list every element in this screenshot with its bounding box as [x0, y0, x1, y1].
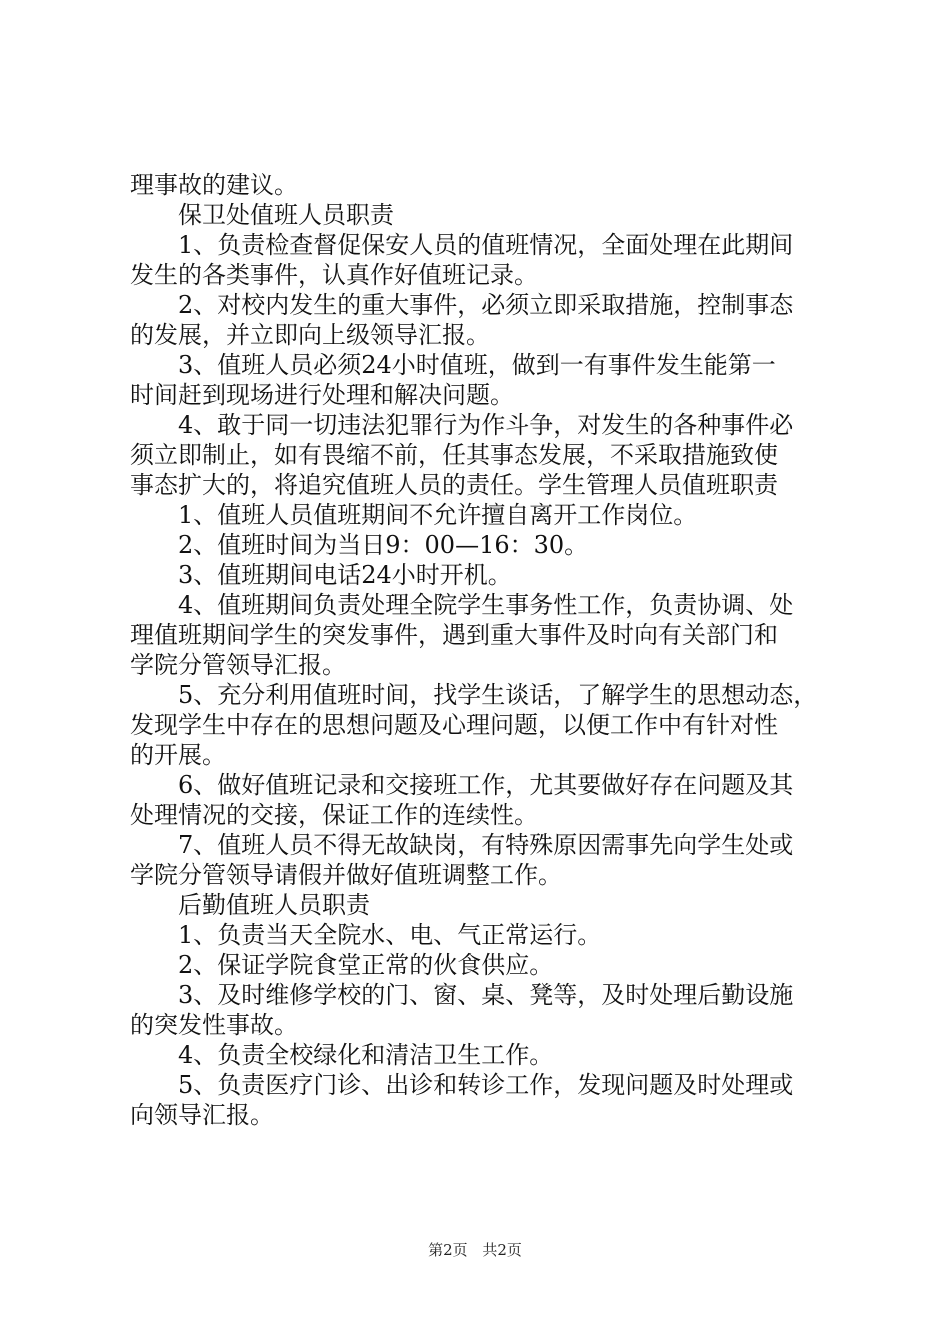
- text-line: 5、充分利用值班时间，找学生谈话，了解学生的思想动态，: [178, 681, 818, 709]
- text-line: 的发展，并立即向上级领导汇报。: [130, 321, 490, 349]
- text-line: 后勤值班人员职责: [178, 891, 370, 919]
- text-line: 发现学生中存在的思想问题及心理问题，以便工作中有针对性: [130, 711, 778, 739]
- text-line: 须立即制止，如有畏缩不前，任其事态发展，不采取措施致使: [130, 441, 778, 469]
- text-line: 5、负责医疗门诊、出诊和转诊工作，发现问题及时处理或: [178, 1071, 794, 1099]
- text-line: 7、值班人员不得无故缺岗，有特殊原因需事先向学生处或: [178, 831, 794, 859]
- text-line: 4、敢于同一切违法犯罪行为作斗争，对发生的各种事件必: [178, 411, 794, 439]
- text-line: 6、做好值班记录和交接班工作，尤其要做好存在问题及其: [178, 771, 794, 799]
- text-line: 学院分管领导请假并做好值班调整工作。: [130, 861, 562, 889]
- text-line: 发生的各类事件，认真作好值班记录。: [130, 261, 538, 289]
- text-line: 理值班期间学生的突发事件，遇到重大事件及时向有关部门和: [130, 621, 778, 649]
- text-line: 的突发性事故。: [130, 1011, 298, 1039]
- document-body: [130, 170, 830, 1130]
- text-line: 3、值班期间电话24小时开机。: [178, 561, 512, 589]
- text-line: 事态扩大的，将追究值班人员的责任。学生管理人员值班职责: [130, 471, 778, 499]
- text-line: 时间赶到现场进行处理和解决问题。: [130, 381, 514, 409]
- page-total: 共2页: [482, 1241, 522, 1259]
- page-number: 第2页: [428, 1241, 468, 1259]
- text-line: 1、值班人员值班期间不允许擅自离开工作岗位。: [178, 501, 698, 529]
- text-line: 3、值班人员必须24小时值班，做到一有事件发生能第一: [178, 351, 776, 379]
- text-line: 保卫处值班人员职责: [178, 201, 394, 229]
- text-line: 理事故的建议。: [130, 171, 298, 199]
- text-line: 2、值班时间为当日9：00—16：30。: [178, 531, 589, 559]
- text-line: 4、负责全校绿化和清洁卫生工作。: [178, 1041, 554, 1069]
- text-line: 2、保证学院食堂正常的伙食供应。: [178, 951, 554, 979]
- text-line: 处理情况的交接，保证工作的连续性。: [130, 801, 538, 829]
- text-line: 的开展。: [130, 741, 226, 769]
- text-line: 2、对校内发生的重大事件，必须立即采取措施，控制事态: [178, 291, 794, 319]
- text-line: 向领导汇报。: [130, 1101, 274, 1129]
- text-line: 3、及时维修学校的门、窗、桌、凳等，及时处理后勤设施: [178, 981, 794, 1009]
- page-footer: [0, 1240, 950, 1260]
- text-line: 学院分管领导汇报。: [130, 651, 346, 679]
- text-line: 1、负责检查督促保安人员的值班情况，全面处理在此期间: [178, 231, 794, 259]
- text-line: 4、值班期间负责处理全院学生事务性工作，负责协调、处: [178, 591, 794, 619]
- text-line: 1、负责当天全院水、电、气正常运行。: [178, 921, 602, 949]
